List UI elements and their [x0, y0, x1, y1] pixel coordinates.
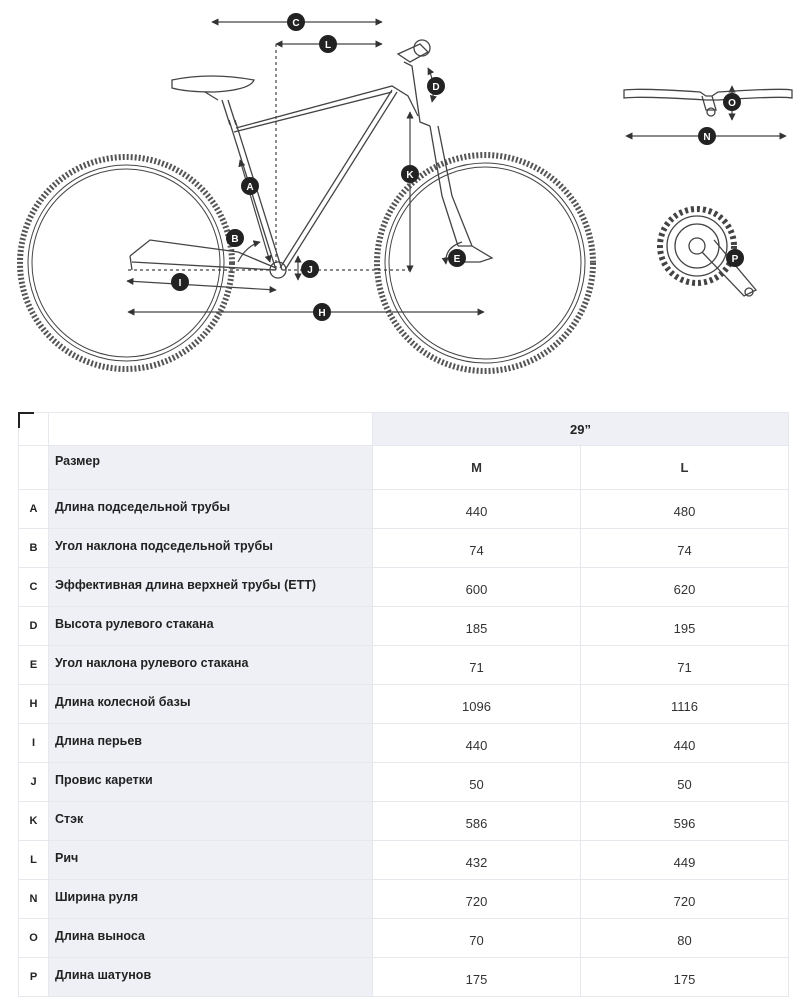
table-row	[19, 880, 789, 919]
marker-P	[726, 249, 744, 267]
value-m: 70	[373, 919, 581, 958]
table-header-size-row	[19, 446, 789, 490]
table-row	[19, 568, 789, 607]
marker-A	[241, 177, 259, 195]
header-blank-cell	[49, 413, 373, 446]
row-code: I	[19, 724, 49, 763]
table-corner-mark	[18, 412, 34, 428]
marker-L	[319, 35, 337, 53]
marker-E	[448, 249, 466, 267]
value-l: 1116	[581, 685, 789, 724]
row-name: Высота рулевого стакана	[49, 607, 373, 646]
geometry-table	[18, 412, 789, 997]
row-name: Угол наклона подседельной трубы	[49, 529, 373, 568]
marker-K	[401, 165, 419, 183]
svg-text:I: I	[178, 278, 182, 289]
value-l: 620	[581, 568, 789, 607]
svg-text:J: J	[307, 265, 313, 276]
table-row	[19, 919, 789, 958]
row-name: Длина подседельной трубы	[49, 490, 373, 529]
value-l: 74	[581, 529, 789, 568]
marker-J	[301, 260, 319, 278]
handlebar-drawing	[624, 89, 792, 116]
row-code: K	[19, 802, 49, 841]
value-m: 50	[373, 763, 581, 802]
row-code: A	[19, 490, 49, 529]
wheel-size-header: 29”	[373, 413, 789, 446]
row-name: Длина колесной базы	[49, 685, 373, 724]
value-m: 175	[373, 958, 581, 997]
row-name: Ширина руля	[49, 880, 373, 919]
row-code: B	[19, 529, 49, 568]
value-l: 195	[581, 607, 789, 646]
value-l: 50	[581, 763, 789, 802]
row-name: Стэк	[49, 802, 373, 841]
table-row	[19, 607, 789, 646]
value-l: 71	[581, 646, 789, 685]
value-m: 586	[373, 802, 581, 841]
marker-H	[313, 303, 331, 321]
marker-N	[698, 127, 716, 145]
table-row	[19, 490, 789, 529]
svg-text:C: C	[292, 18, 300, 29]
value-m: 600	[373, 568, 581, 607]
row-code: O	[19, 919, 49, 958]
row-name: Рич	[49, 841, 373, 880]
value-m: 440	[373, 490, 581, 529]
svg-text:O: O	[728, 98, 736, 109]
row-name: Провис каретки	[49, 763, 373, 802]
row-code: J	[19, 763, 49, 802]
size-header-l: L	[581, 446, 789, 490]
value-l: 449	[581, 841, 789, 880]
value-m: 74	[373, 529, 581, 568]
row-name: Длина перьев	[49, 724, 373, 763]
marker-I	[171, 273, 189, 291]
value-m: 440	[373, 724, 581, 763]
row-name: Длина выноса	[49, 919, 373, 958]
value-m: 432	[373, 841, 581, 880]
value-m: 720	[373, 880, 581, 919]
table-row	[19, 763, 789, 802]
table-row	[19, 958, 789, 997]
row-code: L	[19, 841, 49, 880]
svg-text:P: P	[731, 254, 739, 265]
svg-text:H: H	[318, 308, 326, 319]
table-row	[19, 841, 789, 880]
marker-O	[723, 93, 741, 111]
bike-geometry-diagram	[0, 0, 805, 400]
marker-B	[226, 229, 244, 247]
bike-frame-drawing	[20, 40, 593, 371]
value-l: 480	[581, 490, 789, 529]
svg-text:L: L	[324, 40, 332, 51]
table-row	[19, 529, 789, 568]
table-row	[19, 685, 789, 724]
row-code: D	[19, 607, 49, 646]
size-header-m: M	[373, 446, 581, 490]
value-m: 1096	[373, 685, 581, 724]
table-header-wheel-row	[19, 413, 789, 446]
svg-text:E: E	[453, 254, 461, 265]
value-l: 596	[581, 802, 789, 841]
row-name: Угол наклона рулевого стакана	[49, 646, 373, 685]
row-code: C	[19, 568, 49, 607]
value-l: 80	[581, 919, 789, 958]
svg-text:B: B	[231, 234, 239, 245]
svg-text:A: A	[246, 182, 254, 193]
value-l: 720	[581, 880, 789, 919]
svg-text:K: K	[406, 170, 414, 181]
row-code: E	[19, 646, 49, 685]
value-m: 185	[373, 607, 581, 646]
svg-text:D: D	[432, 82, 440, 93]
marker-C	[287, 13, 305, 31]
value-l: 175	[581, 958, 789, 997]
row-code: N	[19, 880, 49, 919]
row-code: P	[19, 958, 49, 997]
size-label: Размер	[49, 446, 373, 490]
row-code: H	[19, 685, 49, 724]
row-name: Эффективная длина верхней трубы (ETT)	[49, 568, 373, 607]
marker-D	[427, 77, 445, 95]
row-name: Длина шатунов	[49, 958, 373, 997]
value-l: 440	[581, 724, 789, 763]
table-row	[19, 802, 789, 841]
value-m: 71	[373, 646, 581, 685]
table-row	[19, 646, 789, 685]
table-row	[19, 724, 789, 763]
svg-text:N: N	[703, 132, 711, 143]
